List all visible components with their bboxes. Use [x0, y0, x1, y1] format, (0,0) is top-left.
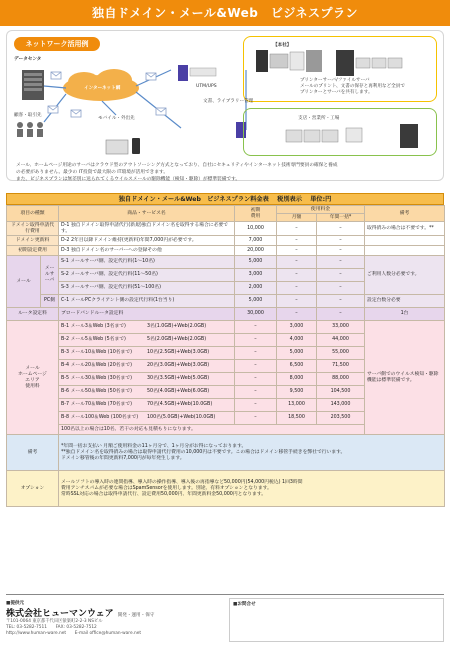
website-link[interactable]: http://www.human-ware.net E-mail office@human-ware.net [6, 631, 142, 636]
mobile-icon [106, 138, 140, 154]
table-row: B-2 メール5＆Web (5名まで) 5名(2.0GB)+Web(2.0GB) – 4,000 44,000 [7, 334, 445, 347]
table-row: B-8 メール100＆Web (100名まで) 100名(5.0GB)+Web(10.0GB) – 18,500 203,500 [7, 412, 445, 425]
option-notes: メールソフトの導入時の連問指導、導入時の操作指導、導入後の再指導など50,000円(54,000円税込) 1回3時間 費用アンチスパムが必要な場合はSpamSensorを使用します。別途、有料オプションとなります。 常時SSL対応の場合は取得申請代行、設定費用50,000円、年間更新料金50,000円となります。 [59, 471, 445, 507]
table-row: B-7 メール70＆Web (70名まで) 70名(4.5GB)+Web(10.0GB) – 13,000 143,000 [7, 399, 445, 412]
header-category: 項目の種類 [7, 206, 59, 222]
table-row: ドメイン更新料 D-2 2年目以降ドメイン維持(更新料)年間7,000円が必要です。 7,000 – – [7, 236, 445, 246]
customers-label: 顧客・取引先 [14, 113, 42, 118]
table-row: S-3 メールサーバ側、設定代行料(51～100名) 2,000 – – [7, 282, 445, 295]
docs-label: 文書、ライブラリー管理 [203, 99, 254, 104]
header-usage: 使用料金 [277, 206, 365, 214]
branch-label: 支店・営業所・工場 [298, 116, 340, 121]
table-row: メール メールサーバ S-1 メールサーバ側、設定代行料(1～10名) 5,000 – – ご利用人数分必要です。 [7, 256, 445, 269]
internet-cloud-icon [63, 69, 139, 101]
footer-provider: ■提供元 株式会社ヒューマンウェア 開発・運用・保守 〒101-0064 東京都千代田区猿楽町2-2-3 NSビル TEL: 03-5282-7511 FAX: 03-5282-7512 http://www.human-ware.net E-mail office@human-ware.net [6, 600, 221, 637]
contact-box: ■お問合せ [229, 598, 444, 642]
bikou-notes: *年間一括お支払い 月額ご使用料金の11ヶ月分で、1ヶ月分がお得になっております。 **独自ドメイン名を取得済みの場合は取得申請代行費用の10,000円は不要です。この場合はドメイン移管手続きを弊社で行います。 ドメイン移管後の年間更新料7,000円が毎年発生します。 [59, 435, 445, 471]
internet-label: インターネット網 [84, 86, 121, 91]
header-notes: 備考 [365, 206, 445, 222]
table-row: オプション メールソフトの導入時の連問指導、導入時の操作指導、導入後の再指導など50,000円(54,000円税込) 1回3時間 費用アンチスパムが必要な場合はSpamSensorを使用します。別途、有料オプションとなります。 常時SSL対応の場合は取得申請代行、設定費用50,000円、年間更新料金50,000円となります。 [7, 471, 445, 507]
description-line: メール、ホームページ用途のサーバはクラウド型のアウトソーシング方式となっており、自社にセキュリティやインターネット技術専門要員の確保と養成 [16, 163, 338, 168]
table-row: B-4 メール20＆Web (20名まで) 20名(3.0GB)+Web(3.0GB) – 6,500 71,500 [7, 360, 445, 373]
server-label: メールサーバ [41, 256, 59, 295]
table-row: PC側 C-1 メールPCクライアント側の設定代行料(1台当り) 5,000 – – 設定台数分必要 [7, 295, 445, 308]
utm-label: UTM/UPS [196, 84, 217, 89]
table-row: 100名以上の場合は10名、若干の対応も見積もりになります。 [7, 425, 445, 435]
table-row: 初期設定費用 D-3 独自ドメイン名のサーバーへの登録その他 20,000 – – [7, 246, 445, 256]
hq-label: 【本社】 [273, 43, 292, 48]
header-yearly: 年間一括* [317, 214, 365, 222]
table-row: S-2 メールサーバ側、設定代行料(11～50名) 3,000 – – [7, 269, 445, 282]
datacenter-label: データセンタ [14, 57, 42, 62]
table-row: B-6 メール50＆Web (50名まで) 50名(4.0GB)+Web(6.0GB) – 9,500 104,500 [7, 386, 445, 399]
company-name: 株式会社ヒューマンウェア [6, 609, 114, 619]
page-title: 独自ドメイン・メール&Web ビジネスプラン [0, 0, 450, 26]
mail-group-label: メール [7, 256, 41, 308]
description-line: また、ビジネスプランは無差別に送られてくるウイルスメールの駆除機能（検知・駆除）が標準装備です。 [16, 177, 241, 182]
table-row: 備考 *年間一括お支払い 月額ご使用料金の11ヶ月分で、1ヶ月分がお得になっております。 **独自ドメイン名を取得済みの場合は取得申請代行費用の10,000円は不要です。この場合はドメイン移管手続きを弊社で行います。 ドメイン移管後の年間更新料7,000円が毎年発生します。 [7, 435, 445, 471]
branch-box [243, 108, 437, 156]
footer-divider [6, 594, 444, 595]
price-table-title: 独自ドメイン・メール&Web ビジネスプラン料金表 税別表示 単位:円 [6, 193, 444, 205]
header-product: 商品・サービス名 [59, 206, 235, 222]
datacenter-icon [22, 70, 44, 100]
description-line: の必要がありません。最少の IT投資で最大限の IT環境が活用できます。 [16, 170, 169, 175]
printer-label: プリンターサーバ/ファイルサーバ メールのプリント、文書の保存と再利用など全員で プリンターとサーバを共有します。 [300, 78, 405, 95]
hp-category: メール ホームページ エリア 使用料 [7, 321, 59, 435]
table-row: B-3 メール10＆Web (10名まで) 10名(2.5GB)+Web(3.0GB) – 5,000 55,000 [7, 347, 445, 360]
utm-icon [178, 65, 216, 81]
customers-icon [17, 122, 43, 137]
mobile-label: モバイル・外出先 [98, 116, 135, 121]
price-table [6, 205, 445, 507]
table-row: B-5 メール30＆Web (30名まで) 30名(3.5GB)+Web(5.0GB) – 8,000 88,000 [7, 373, 445, 386]
hp-note: サーバ側でのウイルス検知・駆除機能は標準装備です。 [365, 321, 445, 435]
header-monthly: 月額 [277, 214, 317, 222]
table-row: メール ホームページ エリア 使用料 B-1 メール3＆Web (3名まで) 3名(1.0GB)+Web(2.0GB) – 3,000 33,000 サーバ側でのウイルス検知・駆除機能は標準装備です。 [7, 321, 445, 334]
table-row: ドメイン取得申請代行費用 D-1 独自ドメイン取得申請代行(新規)独自ドメイン名を取得する場合に必要です。 10,000 – – 取得済みの場合は不要です。** [7, 222, 445, 236]
description [16, 162, 440, 183]
network-label: ネットワーク活用例 [14, 37, 100, 51]
table-row: ルータ設定料 ブロードバンドルータ設定料 30,000 – – 1台 [7, 308, 445, 321]
header-initial: 初期 費用 [235, 206, 277, 222]
